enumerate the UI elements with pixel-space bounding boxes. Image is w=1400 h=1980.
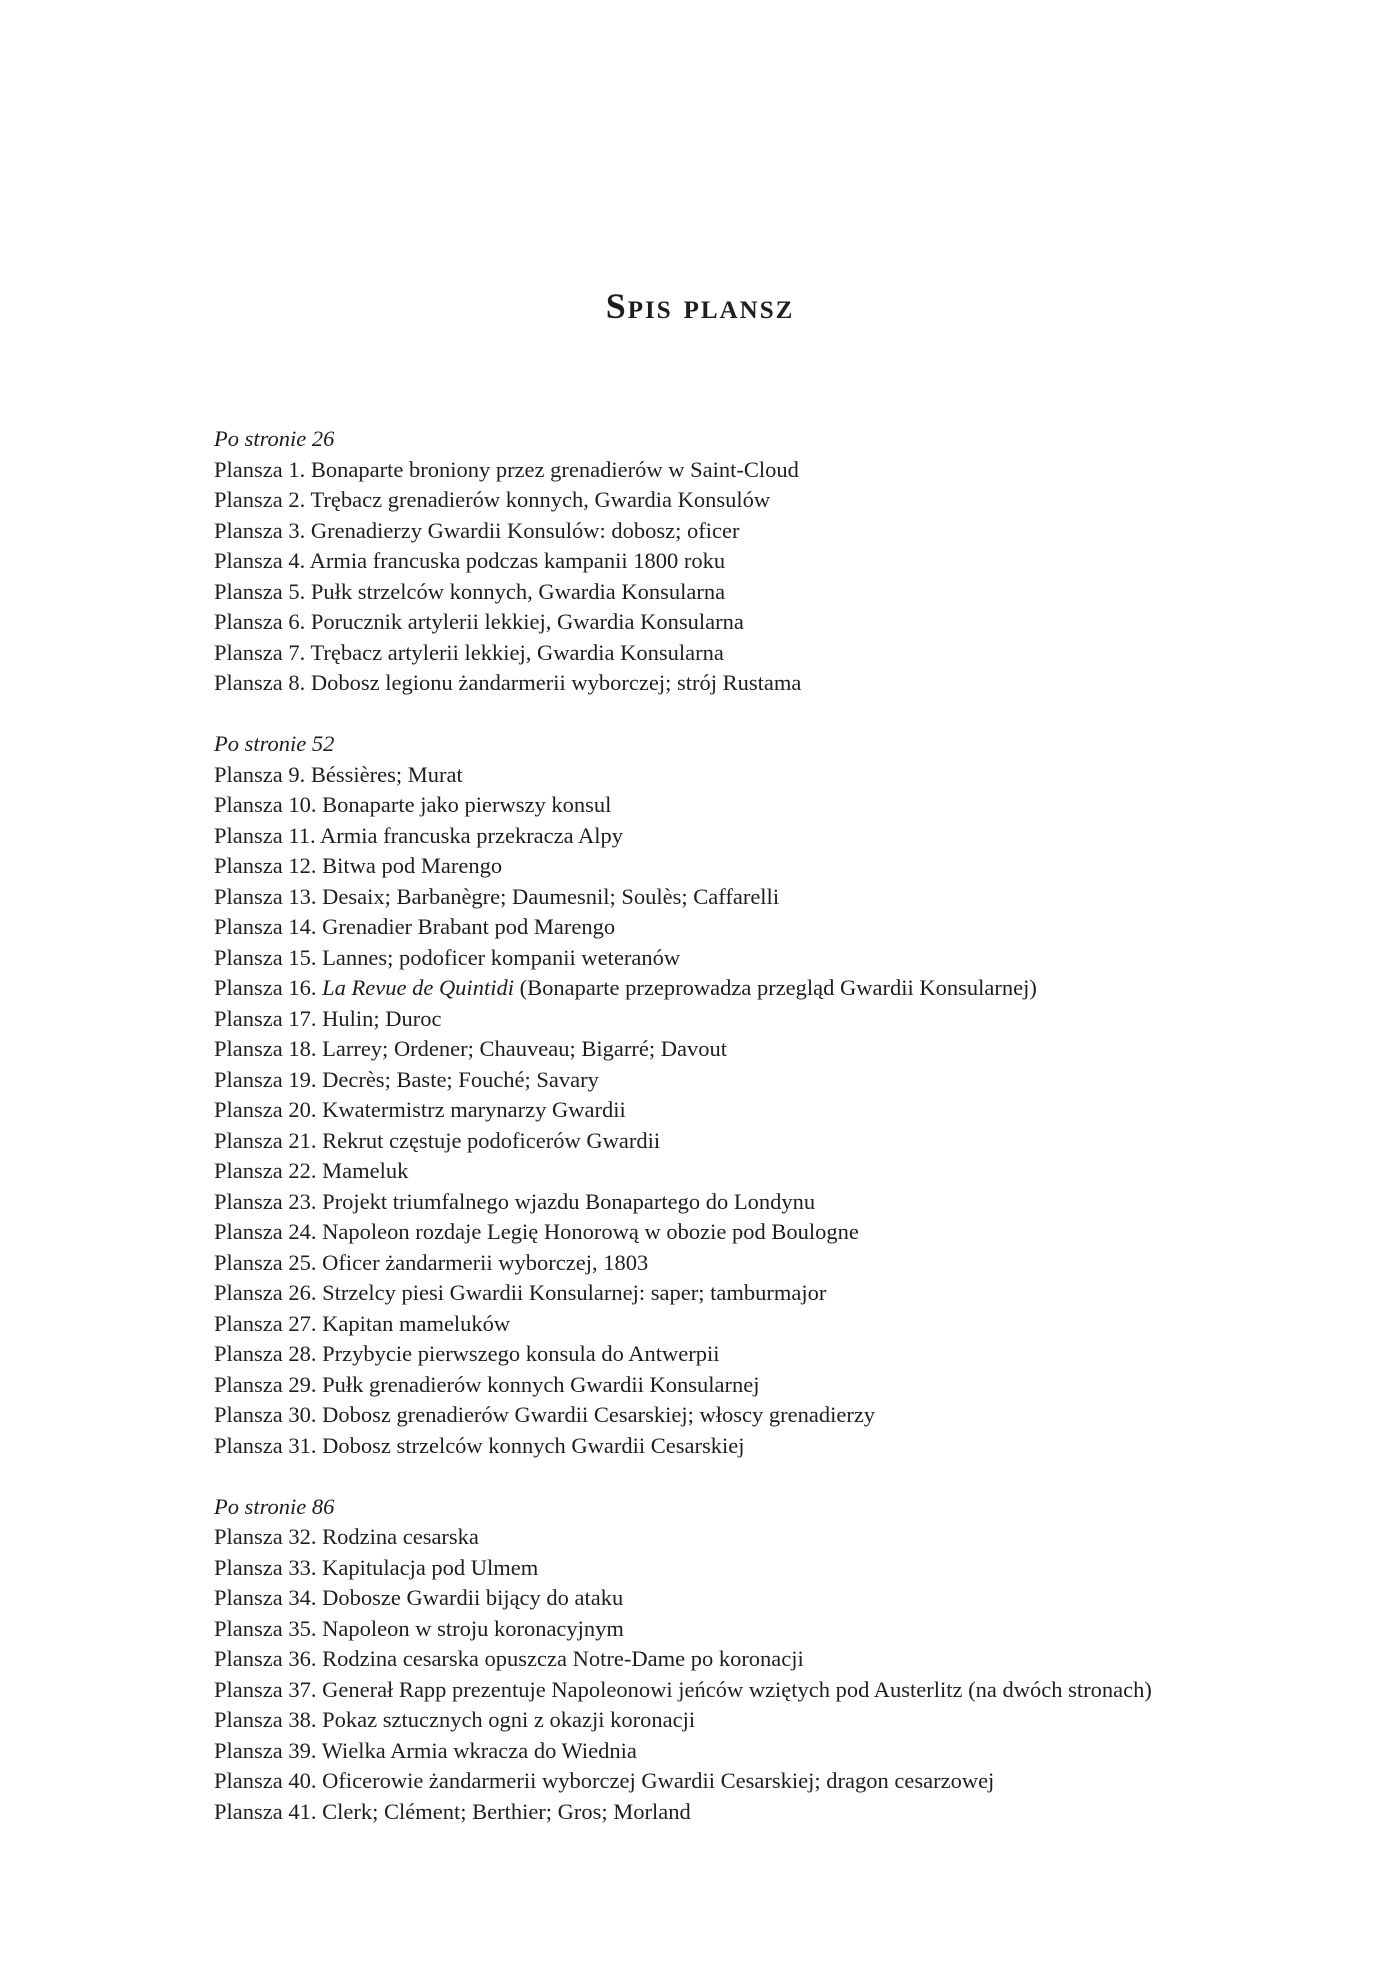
plate-description: Grenadier Brabant pod Marengo [322,914,616,939]
plate-entry [214,546,1344,577]
plate-number: Plansza 38. [214,1707,317,1732]
plate-number: Plansza 3. [214,517,306,543]
plate-number: Plansza 28. [214,1341,317,1366]
plate-number: Plansza 33. [214,1554,317,1580]
plate-description: Oficerowie żandarmerii wyborczej Gwardii Cesarskiej; dragon cesarzowej [322,1768,995,1793]
plate-number: Plansza 36. [214,1646,317,1671]
plate-entry [214,1339,1344,1370]
plates-section [214,729,1344,1461]
plate-list [214,760,1344,1462]
plate-entry [214,1156,1344,1187]
plate-number: Plansza 13. [214,883,317,909]
plate-number: Plansza 29. [214,1371,317,1397]
plate-description: Oficer żandarmerii wyborczej, 1803 [322,1249,649,1275]
plate-entry [214,943,1344,974]
plate-entry [214,882,1344,913]
plate-description: Dobosz grenadierów Gwardii Cesarskiej; włoscy grenadierzy [322,1402,876,1427]
plate-description: Przybycie pierwszego konsula do Antwerpii [322,1341,720,1366]
plate-description: Béssières; Murat [310,761,463,787]
plate-number: Plansza 26. [214,1280,317,1305]
plate-number: Plansza 15. [214,944,317,970]
plate-number: Plansza 8. [214,670,306,695]
plate-description: Trębacz grenadierów konnych, Gwardia Konsulów [310,487,771,512]
plate-description: Strzelcy piesi Gwardii Konsularnej: saper; tamburmajor [322,1280,827,1305]
plates-section [214,1492,1344,1828]
plate-number: Plansza 12. [214,853,317,878]
plate-entry [214,485,1344,516]
plate-number: Plansza 25. [214,1249,317,1275]
plate-entry [214,973,1344,1004]
plate-description: Projekt triumfalnego wjazdu Bonapartego do Londynu [322,1188,816,1214]
plates-contents [214,424,1344,1858]
plate-description: Hulin; Duroc [322,1005,442,1031]
plate-description: Lannes; podoficer kompanii weteranów [322,944,681,970]
plate-description: Pokaz sztucznych ogni z okazji koronacji [322,1707,696,1732]
plate-description: (Bonaparte przeprowadza przegląd Gwardii Konsularnej) [519,975,1037,1000]
plates-section [214,424,1344,699]
plate-number: Plansza 10. [214,792,317,817]
plate-number: Plansza 22. [214,1158,317,1183]
plate-entry [214,1614,1344,1645]
plate-number: Plansza 41. [214,1798,317,1824]
plate-entry [214,790,1344,821]
section-heading: Po stronie 52 [214,731,335,756]
plate-description: Pułk grenadierów konnych Gwardii Konsularnej [322,1371,760,1397]
plate-number: Plansza 24. [214,1219,317,1244]
plate-number: Plansza 14. [214,914,317,939]
plate-italic-title: La Revue de Quintidi [322,975,514,1000]
plate-number: Plansza 7. [214,639,306,665]
plate-description: Grenadierzy Gwardii Konsulów: dobosz; oficer [310,517,740,543]
plate-description: Pułk strzelców konnych, Gwardia Konsularna [310,578,726,604]
plate-entry [214,912,1344,943]
plate-number: Plansza 18. [214,1036,317,1061]
plate-list [214,1522,1344,1827]
plate-description: Desaix; Barbanègre; Daumesnil; Soulès; Caffarelli [322,883,780,909]
plate-number: Plansza 39. [214,1737,317,1763]
plate-entry [214,1065,1344,1096]
plate-description: Napoleon rozdaje Legię Honorową w obozie pod Boulogne [322,1219,859,1244]
plate-entry [214,455,1344,486]
plate-number: Plansza 40. [214,1768,317,1793]
plate-description: Armia francuska przekracza Alpy [320,822,624,848]
plate-number: Plansza 30. [214,1402,317,1427]
plate-entry [214,1095,1344,1126]
plate-number: Plansza 20. [214,1097,317,1122]
plate-entry [214,1705,1344,1736]
plate-description: Wielka Armia wkracza do Wiednia [321,1737,637,1763]
plate-list [214,455,1344,699]
plate-entry [214,1736,1344,1767]
page-title: Spis plansz [605,286,795,326]
plate-description: Clerk; Clément; Berthier; Gros; Morland [322,1798,691,1824]
plate-description: Napoleon w stroju koronacyjnym [322,1615,624,1641]
plate-entry [214,1553,1344,1584]
plate-entry [214,1034,1344,1065]
plate-description: Mameluk [322,1158,409,1183]
plate-number: Plansza 37. [214,1676,317,1702]
plate-description: Larrey; Ordener; Chauveau; Bigarré; Davout [322,1036,727,1061]
plate-entry [214,1644,1344,1675]
plate-entry [214,821,1344,852]
plate-entry [214,668,1344,699]
plate-description: Dobosz strzelców konnych Gwardii Cesarskiej [322,1432,745,1458]
plate-number: Plansza 19. [214,1066,317,1092]
plate-entry [214,851,1344,882]
plate-entry [214,607,1344,638]
plate-entry [214,1309,1344,1340]
plate-description: Rodzina cesarska opuszcza Notre-Dame po koronacji [322,1646,804,1671]
plate-entry [214,1400,1344,1431]
plate-entry [214,1766,1344,1797]
plate-entry [214,1797,1344,1828]
plate-description: Kwatermistrz marynarzy Gwardii [322,1097,626,1122]
plate-description: Armia francuska podczas kampanii 1800 roku [309,548,726,573]
plate-description: Kapitulacja pod Ulmem [322,1554,539,1580]
plate-number: Plansza 32. [214,1524,317,1549]
plate-number: Plansza 17. [214,1005,317,1031]
plate-description: Rekrut częstuje podoficerów Gwardii [322,1127,661,1153]
plate-number: Plansza 31. [214,1432,317,1458]
plate-number: Plansza 11. [214,822,316,848]
plate-entry [214,1217,1344,1248]
plate-number: Plansza 21. [214,1127,317,1153]
plate-description: Kapitan mameluków [322,1310,511,1336]
plate-description: Porucznik artylerii lekkiej, Gwardia Konsularna [310,609,744,634]
plate-entry [214,1675,1344,1706]
plate-number: Plansza 34. [214,1585,317,1610]
plate-number: Plansza 23. [214,1188,317,1214]
plate-entry [214,1187,1344,1218]
plate-number: Plansza 9. [214,761,306,787]
plate-description: Bitwa pod Marengo [322,853,503,878]
plate-entry [214,577,1344,608]
plate-number: Plansza 5. [214,578,306,604]
plate-description: Bonaparte broniony przez grenadierów w Saint-Cloud [310,456,799,482]
plate-entry [214,1004,1344,1035]
plate-number: Plansza 6. [214,609,306,634]
plate-description: Generał Rapp prezentuje Napoleonowi jeńców wziętych pod Austerlitz (na dwóch stronach) [322,1676,1152,1702]
section-heading: Po stronie 86 [214,1493,335,1519]
plate-description: Decrès; Baste; Fouché; Savary [322,1066,599,1092]
plate-entry [214,1248,1344,1279]
plate-entry [214,1126,1344,1157]
plate-entry [214,1522,1344,1553]
plate-number: Plansza 1. [214,456,306,482]
plate-entry [214,516,1344,547]
plate-entry [214,1370,1344,1401]
plate-entry [214,760,1344,791]
plate-description: Dobosze Gwardii bijący do ataku [322,1585,624,1610]
section-heading: Po stronie 26 [214,426,335,451]
plate-entry [214,1278,1344,1309]
plate-number: Plansza 27. [214,1310,317,1336]
plate-description: Rodzina cesarska [322,1524,479,1549]
plate-description: Bonaparte jako pierwszy konsul [322,792,612,817]
plate-description: Dobosz legionu żandarmerii wyborczej; strój Rustama [310,670,802,695]
plate-entry [214,1583,1344,1614]
plate-number: Plansza 2. [214,487,306,512]
plate-entry [214,1431,1344,1462]
plate-entry [214,638,1344,669]
plate-number: Plansza 4. [214,548,306,573]
plate-number: Plansza 16. [214,975,317,1000]
plate-number: Plansza 35. [214,1615,317,1641]
plate-description: Trębacz artylerii lekkiej, Gwardia Konsularna [310,639,724,665]
